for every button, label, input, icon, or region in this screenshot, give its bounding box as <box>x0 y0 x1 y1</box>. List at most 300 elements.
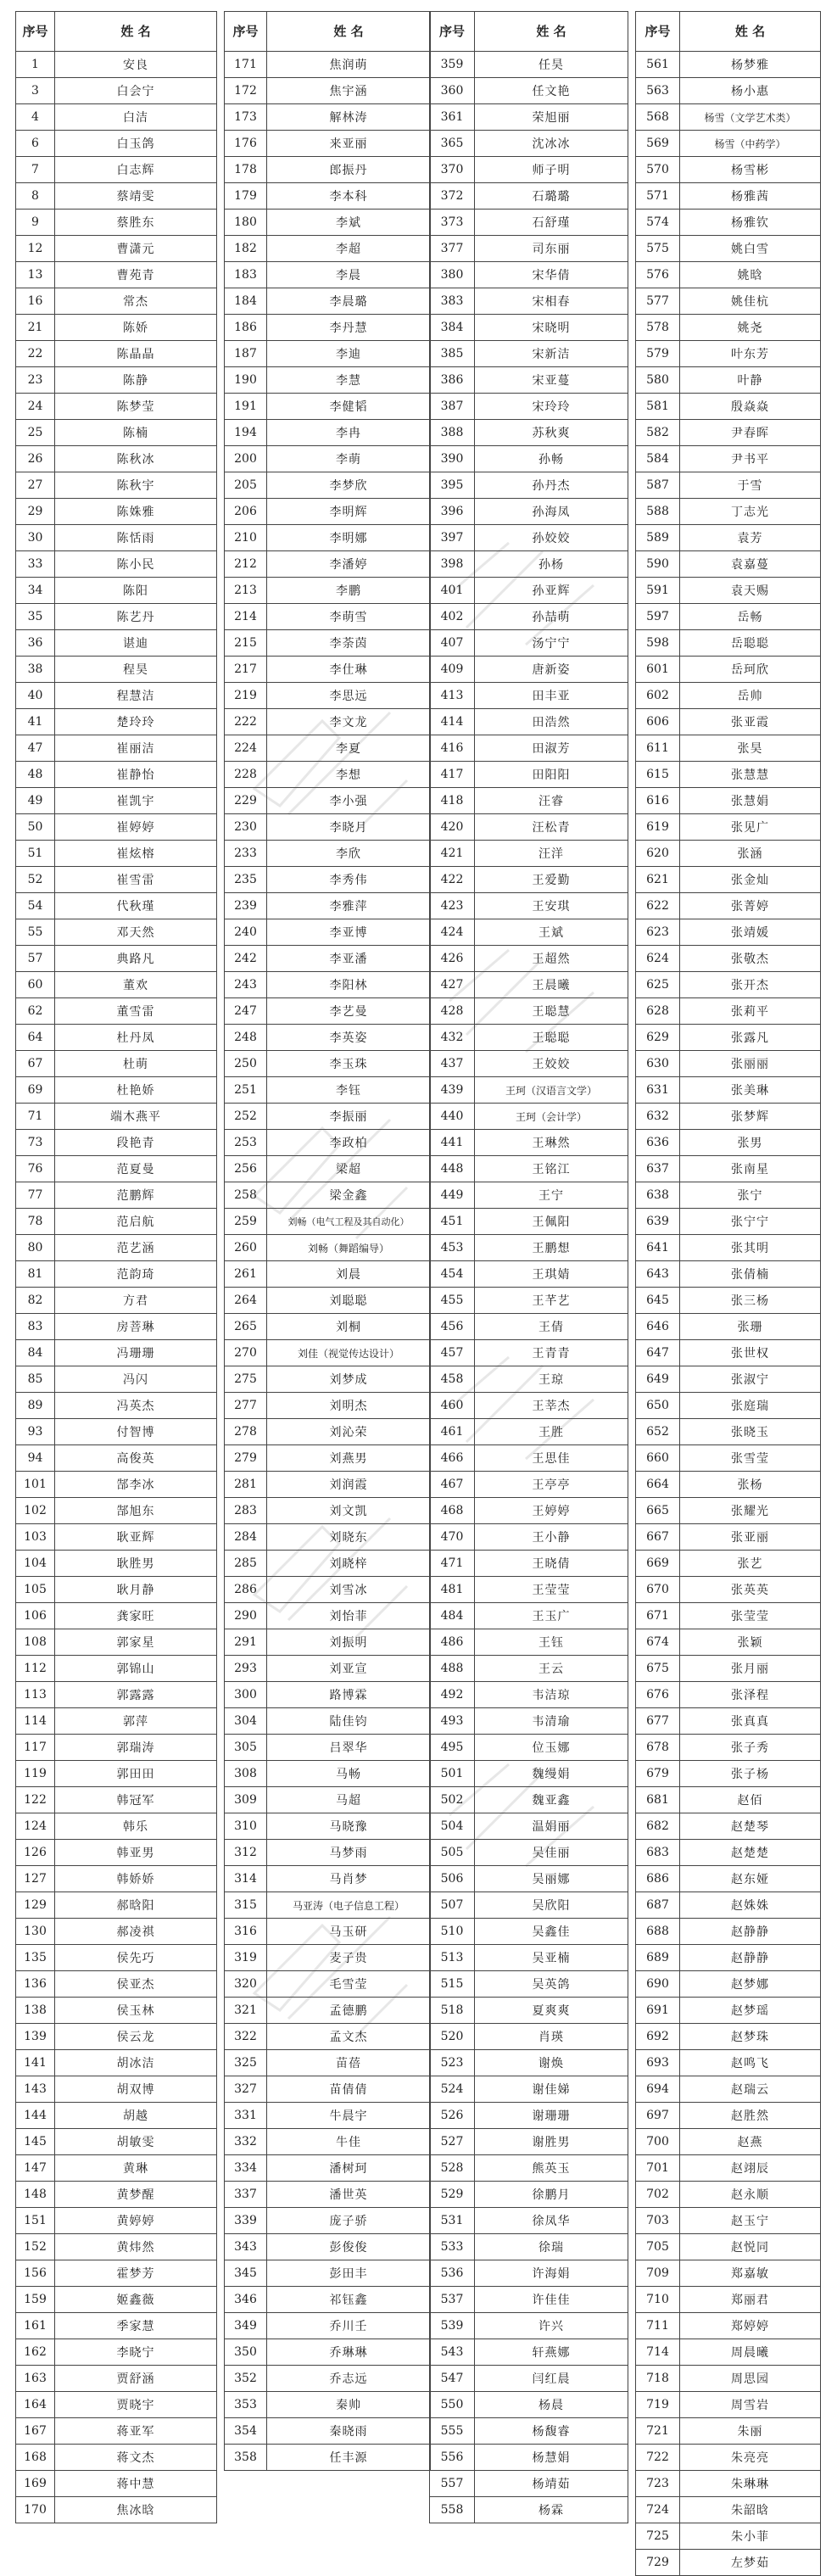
table-row <box>430 1603 628 1629</box>
table-row <box>225 1761 431 1787</box>
row-number: 556 <box>430 2445 475 2471</box>
row-number: 722 <box>636 2445 680 2471</box>
student-name: 尹春晖 <box>680 420 821 446</box>
student-name: 马梦雨 <box>267 1840 431 1866</box>
student-name: 李潘婷 <box>267 551 431 578</box>
table-row <box>16 2445 217 2471</box>
table-row <box>16 1761 217 1787</box>
student-name: 李政柏 <box>267 1130 431 1156</box>
student-name: 孟文杰 <box>267 2024 431 2050</box>
row-number: 27 <box>16 472 55 499</box>
student-name: 梁金鑫 <box>267 1182 431 1209</box>
row-number: 138 <box>16 1998 55 2024</box>
student-name: 张子秀 <box>680 1735 821 1761</box>
student-name: 韦清瑜 <box>475 1708 628 1735</box>
student-name: 秦晓雨 <box>267 2418 431 2445</box>
row-number: 319 <box>225 1945 267 1971</box>
row-number: 112 <box>16 1656 55 1682</box>
row-number: 681 <box>636 1787 680 1813</box>
student-name: 陈娇 <box>55 315 217 341</box>
row-number: 527 <box>430 2129 475 2155</box>
student-name: 许佳佳 <box>475 2287 628 2313</box>
row-number: 675 <box>636 1656 680 1682</box>
row-number: 243 <box>225 972 267 998</box>
row-number: 122 <box>16 1787 55 1813</box>
table-row <box>225 236 431 262</box>
table-row <box>636 2471 821 2497</box>
student-name: 范夏曼 <box>55 1156 217 1182</box>
table-row <box>636 1130 821 1156</box>
row-number: 587 <box>636 472 680 499</box>
row-number: 395 <box>430 472 475 499</box>
table-row <box>430 2418 628 2445</box>
table-row <box>636 1971 821 1998</box>
student-name: 耿胜男 <box>55 1551 217 1577</box>
student-name: 高俊英 <box>55 1445 217 1472</box>
table-row <box>636 1314 821 1340</box>
student-name: 杨慧娟 <box>475 2445 628 2471</box>
row-number: 407 <box>430 630 475 657</box>
table-row <box>225 262 431 288</box>
table-row <box>636 683 821 709</box>
row-number: 9 <box>16 210 55 236</box>
student-name: 王晨曦 <box>475 972 628 998</box>
table-row <box>225 1182 431 1209</box>
row-number: 513 <box>430 1945 475 1971</box>
student-name: 杨馥睿 <box>475 2418 628 2445</box>
student-name: 张真真 <box>680 1708 821 1735</box>
table-row <box>636 288 821 315</box>
student-name: 李夏 <box>267 735 431 762</box>
row-number: 441 <box>430 1130 475 1156</box>
row-number: 631 <box>636 1077 680 1104</box>
table-row <box>225 1682 431 1708</box>
student-name: 刘润霞 <box>267 1472 431 1498</box>
table-row <box>225 1104 431 1130</box>
student-name: 郝晗阳 <box>55 1892 217 1919</box>
row-number: 7 <box>16 157 55 183</box>
row-number: 616 <box>636 788 680 814</box>
row-number: 22 <box>16 341 55 367</box>
student-name: 黄梦醒 <box>55 2182 217 2208</box>
table-row <box>225 2445 431 2471</box>
row-number: 426 <box>430 946 475 972</box>
header-name: 姓 名 <box>267 12 431 52</box>
student-name: 李晨璐 <box>267 288 431 315</box>
table-row <box>636 2155 821 2182</box>
student-name: 赵永顺 <box>680 2182 821 2208</box>
table-row <box>430 1708 628 1735</box>
table-row <box>430 1787 628 1813</box>
table-row <box>636 78 821 104</box>
student-name: 蔡靖雯 <box>55 183 217 210</box>
table-row <box>225 157 431 183</box>
table-row <box>430 52 628 78</box>
table-row <box>636 131 821 157</box>
student-name: 范启航 <box>55 1209 217 1235</box>
table-row <box>430 1340 628 1366</box>
table-row <box>636 1708 821 1735</box>
row-number: 38 <box>16 657 55 683</box>
student-name: 祁钰鑫 <box>267 2287 431 2313</box>
row-number: 30 <box>16 525 55 551</box>
table-row <box>225 1472 431 1498</box>
table-row <box>636 420 821 446</box>
row-number: 305 <box>225 1735 267 1761</box>
row-number: 670 <box>636 1577 680 1603</box>
table-row <box>636 1787 821 1813</box>
student-name: 耿月静 <box>55 1577 217 1603</box>
row-number: 3 <box>16 78 55 104</box>
row-number: 701 <box>636 2155 680 2182</box>
student-name: 王莹莹 <box>475 1577 628 1603</box>
student-name: 张梦辉 <box>680 1104 821 1130</box>
student-name: 王钰 <box>475 1629 628 1656</box>
student-name: 岳畅 <box>680 604 821 630</box>
table-row <box>636 551 821 578</box>
table-row <box>430 2129 628 2155</box>
row-number: 279 <box>225 1445 267 1472</box>
row-number: 700 <box>636 2129 680 2155</box>
student-name: 张耀光 <box>680 1498 821 1524</box>
student-name: 王思佳 <box>475 1445 628 1472</box>
row-number: 418 <box>430 788 475 814</box>
student-name: 邓天然 <box>55 919 217 946</box>
student-name: 韩娇娇 <box>55 1866 217 1892</box>
table-row <box>225 1524 431 1551</box>
table-row <box>636 2339 821 2366</box>
row-number: 352 <box>225 2366 267 2392</box>
table-row <box>636 1761 821 1787</box>
student-name: 王宁 <box>475 1182 628 1209</box>
table-row <box>430 394 628 420</box>
student-name: 张慧慧 <box>680 762 821 788</box>
row-number: 334 <box>225 2155 267 2182</box>
student-name: 张亚霞 <box>680 709 821 735</box>
student-name: 刘佳（视觉传达设计） <box>267 1340 431 1366</box>
table-row <box>430 814 628 841</box>
student-name: 孟德鹏 <box>267 1998 431 2024</box>
student-name: 王铭江 <box>475 1156 628 1182</box>
student-name: 张莹莹 <box>680 1603 821 1629</box>
row-number: 40 <box>16 683 55 709</box>
table-row <box>430 1235 628 1261</box>
student-name: 曹潇元 <box>55 236 217 262</box>
student-name: 温娟丽 <box>475 1813 628 1840</box>
student-name: 孙丹杰 <box>475 472 628 499</box>
student-name: 王云 <box>475 1656 628 1682</box>
row-number: 370 <box>430 157 475 183</box>
row-number: 550 <box>430 2392 475 2418</box>
table-row <box>16 1314 217 1340</box>
table-row <box>636 630 821 657</box>
table-row <box>16 998 217 1025</box>
table-row <box>430 1077 628 1104</box>
row-number: 650 <box>636 1393 680 1419</box>
row-number: 264 <box>225 1288 267 1314</box>
table-row <box>225 1498 431 1524</box>
table-row <box>225 867 431 893</box>
student-name: 李晨 <box>267 262 431 288</box>
row-number: 77 <box>16 1182 55 1209</box>
row-number: 637 <box>636 1156 680 1182</box>
row-number: 353 <box>225 2392 267 2418</box>
table-row <box>225 578 431 604</box>
row-number: 502 <box>430 1787 475 1813</box>
table-row <box>16 2471 217 2497</box>
student-name: 刘晨 <box>267 1261 431 1288</box>
table-row <box>636 315 821 341</box>
table-row <box>636 1156 821 1182</box>
table-row <box>430 420 628 446</box>
table-row <box>16 946 217 972</box>
student-name: 霍梦芳 <box>55 2260 217 2287</box>
row-number: 64 <box>16 1025 55 1051</box>
student-name: 刘晓梓 <box>267 1551 431 1577</box>
table-row <box>16 762 217 788</box>
student-name: 吴欣阳 <box>475 1892 628 1919</box>
row-number: 240 <box>225 919 267 946</box>
row-number: 577 <box>636 288 680 315</box>
student-name: 李振丽 <box>267 1104 431 1130</box>
row-number: 145 <box>16 2129 55 2155</box>
row-number: 156 <box>16 2260 55 2287</box>
row-number: 504 <box>430 1813 475 1840</box>
student-name: 李萌雪 <box>267 604 431 630</box>
table-row <box>430 104 628 131</box>
table-row <box>430 1261 628 1288</box>
table-row <box>16 2050 217 2076</box>
student-name: 师子明 <box>475 157 628 183</box>
student-name: 郝凌祺 <box>55 1919 217 1945</box>
student-name: 侯先巧 <box>55 1945 217 1971</box>
student-name: 焦冰晗 <box>55 2497 217 2523</box>
student-name: 吴亚楠 <box>475 1945 628 1971</box>
table-row <box>16 2076 217 2103</box>
table-row <box>225 2208 431 2234</box>
student-name: 程慧洁 <box>55 683 217 709</box>
row-number: 622 <box>636 893 680 919</box>
row-number: 62 <box>16 998 55 1025</box>
student-name: 刘文凯 <box>267 1498 431 1524</box>
row-number: 721 <box>636 2418 680 2445</box>
row-number: 350 <box>225 2339 267 2366</box>
student-name: 张世权 <box>680 1340 821 1366</box>
student-name: 于雪 <box>680 472 821 499</box>
table-row <box>430 1182 628 1209</box>
student-name: 张宁 <box>680 1182 821 1209</box>
row-number: 308 <box>225 1761 267 1787</box>
table-row <box>225 551 431 578</box>
row-number: 194 <box>225 420 267 446</box>
row-number: 416 <box>430 735 475 762</box>
student-name: 韩冠军 <box>55 1787 217 1813</box>
row-number: 515 <box>430 1971 475 1998</box>
student-name: 杨小惠 <box>680 78 821 104</box>
student-name: 黄琳 <box>55 2155 217 2182</box>
table-row <box>430 2445 628 2471</box>
header-name: 姓 名 <box>475 12 628 52</box>
row-number: 8 <box>16 183 55 210</box>
table-row <box>636 525 821 551</box>
student-name: 彭田丰 <box>267 2260 431 2287</box>
row-number: 233 <box>225 841 267 867</box>
student-name: 陈静 <box>55 367 217 394</box>
table-row <box>16 1025 217 1051</box>
table-row <box>16 499 217 525</box>
row-number: 126 <box>16 1840 55 1866</box>
table-row <box>16 1340 217 1366</box>
table-row <box>636 183 821 210</box>
table-row <box>225 446 431 472</box>
row-number: 55 <box>16 919 55 946</box>
student-name: 张金灿 <box>680 867 821 893</box>
table-row <box>16 1551 217 1577</box>
row-number: 486 <box>430 1629 475 1656</box>
table-row <box>430 919 628 946</box>
row-number: 677 <box>636 1708 680 1735</box>
student-name: 张倩楠 <box>680 1261 821 1288</box>
row-number: 674 <box>636 1629 680 1656</box>
row-number: 624 <box>636 946 680 972</box>
table-row <box>225 2339 431 2366</box>
student-name: 王珂（会计学） <box>475 1104 628 1130</box>
student-name: 陈秋冰 <box>55 446 217 472</box>
table-row <box>225 1919 431 1945</box>
header-no: 序号 <box>225 12 267 52</box>
student-name: 李玉珠 <box>267 1051 431 1077</box>
row-number: 312 <box>225 1840 267 1866</box>
row-number: 409 <box>430 657 475 683</box>
student-name: 田淑芳 <box>475 735 628 762</box>
row-number: 383 <box>430 288 475 315</box>
table-row <box>16 1366 217 1393</box>
student-name: 乔川壬 <box>267 2313 431 2339</box>
row-number: 135 <box>16 1945 55 1971</box>
student-name: 彭俊俊 <box>267 2234 431 2260</box>
row-number: 136 <box>16 1971 55 1998</box>
row-number: 649 <box>636 1366 680 1393</box>
row-number: 172 <box>225 78 267 104</box>
table-row <box>430 236 628 262</box>
row-number: 679 <box>636 1761 680 1787</box>
row-number: 528 <box>430 2155 475 2182</box>
table-row <box>225 183 431 210</box>
student-name: 典路凡 <box>55 946 217 972</box>
row-number: 361 <box>430 104 475 131</box>
row-number: 26 <box>16 446 55 472</box>
row-number: 256 <box>225 1156 267 1182</box>
table-row <box>430 1104 628 1130</box>
student-name: 魏缦娟 <box>475 1761 628 1787</box>
row-number: 488 <box>430 1656 475 1682</box>
table-row <box>225 1629 431 1656</box>
student-name: 刘雪冰 <box>267 1577 431 1603</box>
table-row <box>225 472 431 499</box>
row-number: 222 <box>225 709 267 735</box>
table-row <box>430 1524 628 1551</box>
student-name: 李文龙 <box>267 709 431 735</box>
table-row <box>430 288 628 315</box>
row-number: 139 <box>16 2024 55 2050</box>
student-name: 王莘杰 <box>475 1393 628 1419</box>
row-number: 719 <box>636 2392 680 2418</box>
student-name: 王超然 <box>475 946 628 972</box>
table-row <box>430 841 628 867</box>
student-name: 吴佳丽 <box>475 1840 628 1866</box>
row-number: 33 <box>16 551 55 578</box>
row-number: 561 <box>636 52 680 78</box>
row-number: 606 <box>636 709 680 735</box>
row-number: 518 <box>430 1998 475 2024</box>
student-name: 李本科 <box>267 183 431 210</box>
table-row <box>225 1393 431 1419</box>
row-number: 524 <box>430 2076 475 2103</box>
student-name: 张淑宁 <box>680 1366 821 1393</box>
row-number: 588 <box>636 499 680 525</box>
student-name: 赵东娅 <box>680 1866 821 1892</box>
table-row <box>430 867 628 893</box>
student-name: 杨雪彬 <box>680 157 821 183</box>
student-name: 苗倩倩 <box>267 2076 431 2103</box>
table-row <box>225 1998 431 2024</box>
row-number: 575 <box>636 236 680 262</box>
table-row <box>430 1419 628 1445</box>
student-name: 许海娟 <box>475 2260 628 2287</box>
student-name: 侯亚杰 <box>55 1971 217 1998</box>
student-name: 熊英玉 <box>475 2155 628 2182</box>
student-name: 崔凯宇 <box>55 788 217 814</box>
row-number: 320 <box>225 1971 267 1998</box>
student-name: 胡越 <box>55 2103 217 2129</box>
student-name: 苏秋爽 <box>475 420 628 446</box>
student-name: 韩亚男 <box>55 1840 217 1866</box>
row-number: 615 <box>636 762 680 788</box>
row-number: 71 <box>16 1104 55 1130</box>
table-row <box>16 735 217 762</box>
table-row <box>636 1682 821 1708</box>
student-name: 王青青 <box>475 1340 628 1366</box>
table-row <box>225 604 431 630</box>
row-number: 724 <box>636 2497 680 2523</box>
row-number: 84 <box>16 1340 55 1366</box>
table-row <box>225 1288 431 1314</box>
row-number: 505 <box>430 1840 475 1866</box>
row-number: 13 <box>16 262 55 288</box>
student-name: 冯闪 <box>55 1366 217 1393</box>
row-number: 206 <box>225 499 267 525</box>
table-row <box>636 1261 821 1288</box>
row-number: 247 <box>225 998 267 1025</box>
row-number: 178 <box>225 157 267 183</box>
row-number: 252 <box>225 1104 267 1130</box>
table-row <box>16 1051 217 1077</box>
table-row <box>16 1708 217 1735</box>
table-row <box>225 1025 431 1051</box>
table-row <box>430 1051 628 1077</box>
student-name: 陈秋宇 <box>55 472 217 499</box>
student-name: 牛佳 <box>267 2129 431 2155</box>
table-row <box>636 762 821 788</box>
student-name: 石璐璐 <box>475 183 628 210</box>
row-number: 309 <box>225 1787 267 1813</box>
row-number: 639 <box>636 1209 680 1235</box>
table-row <box>16 1419 217 1445</box>
row-number: 682 <box>636 1813 680 1840</box>
table-row <box>225 78 431 104</box>
row-number: 248 <box>225 1025 267 1051</box>
student-name: 路博霖 <box>267 1682 431 1708</box>
